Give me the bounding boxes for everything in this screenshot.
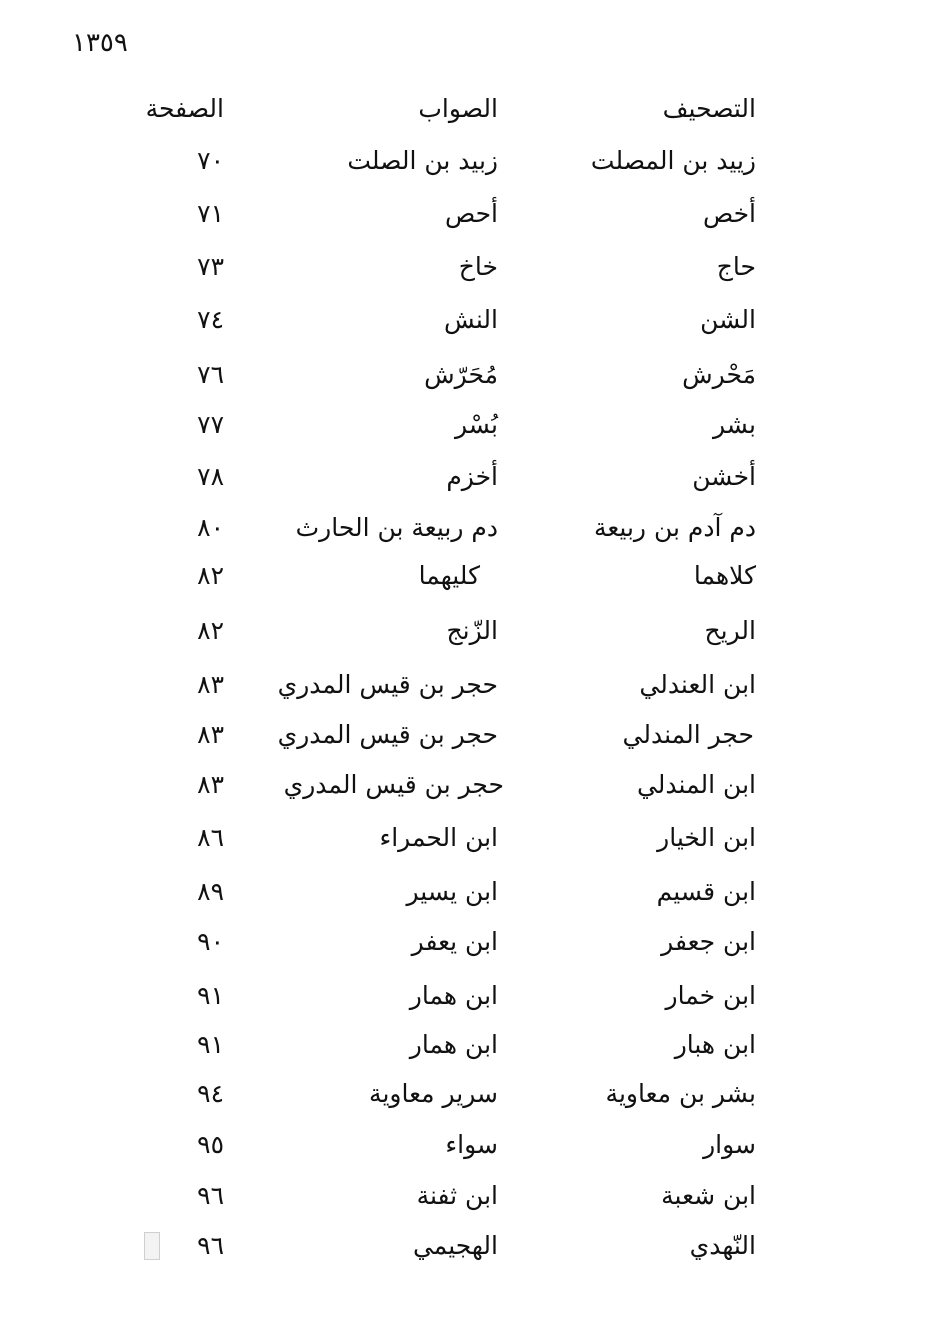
row-sawab: ابن الحمراء [379,823,498,852]
row-tashif: أخص [702,199,756,228]
row-page: ٨٦ [197,823,224,852]
row-tashif: ابن الخيار [657,823,756,852]
row-sawab: سرير معاوية [369,1079,498,1108]
row-sawab: بُسْر [454,410,498,439]
row-page: ٧٣ [197,252,224,281]
row-tashif: كلاهما [693,561,756,590]
row-sawab: أخزم [446,462,498,491]
row-page: ٧١ [197,199,224,228]
row-tashif: ابن العندلي [639,670,756,699]
row-page: ٩٥ [197,1130,224,1159]
row-tashif: سوار [703,1130,756,1159]
row-tashif: مَحْرش [682,360,756,389]
row-sawab: ابن يعفر [411,927,498,956]
row-page: ٨٢ [197,561,224,590]
row-sawab: دم ربيعة بن الحارث [295,513,498,542]
row-page: ٩٦ [197,1231,224,1260]
row-page: ٧٤ [197,305,224,334]
row-page: ٨٠ [197,513,224,542]
row-page: ٧٨ [197,462,224,491]
row-tashif: زييد بن المصلت [590,146,756,175]
row-sawab: الهجيمي [412,1231,498,1260]
row-tashif: ابن هبار [674,1030,756,1059]
row-tashif: حجر المندلي [622,720,754,749]
row-sawab: خاخ [458,252,498,281]
row-tashif: الريح [704,616,756,645]
row-page: ٩١ [197,1030,224,1059]
row-tashif: الشن [700,305,756,334]
row-page: ٨٩ [197,877,224,906]
row-sawab: حجر بن قيس المدري [283,770,504,799]
row-tashif: ابن المندلي [636,770,756,799]
row-sawab: أحص [444,199,498,228]
row-page: ٨٣ [197,770,224,799]
row-tashif: أخشن [692,462,756,491]
header-safha: الصفحة [145,94,224,123]
header-tashif: التصحيف [662,94,756,123]
row-page: ٨٣ [197,720,224,749]
row-tashif: حاج [716,252,756,281]
header-sawab: الصواب [418,94,498,123]
row-sawab: النش [444,305,498,334]
row-page: ٩٠ [197,927,224,956]
row-tashif: بشر [712,410,756,439]
row-sawab: الزّنج [446,616,498,645]
row-sawab: حجر بن قيس المدري [277,720,498,749]
row-page: ٧٠ [197,146,224,175]
row-sawab: ابن يسير [406,877,498,906]
row-sawab: مُحَرّش [424,360,498,389]
row-tashif: ابن خمار [665,981,756,1010]
row-sawab: ابن همار [409,1030,498,1059]
row-page: ٨٣ [197,670,224,699]
page-number: ١٣٥٩ [72,28,128,58]
scan-smudge [144,1232,160,1260]
row-page: ٧٧ [197,410,224,439]
row-tashif: دم آدم بن ربيعة [593,513,756,542]
row-page: ٨٢ [197,616,224,645]
row-tashif: ابن جعفر [661,927,756,956]
row-sawab: ابن ثفنة [416,1181,498,1210]
row-sawab: كليهما [418,561,480,590]
row-page: ٩٦ [197,1181,224,1210]
row-sawab: سواء [445,1130,498,1159]
row-tashif: بشر بن معاوية [605,1079,756,1108]
row-tashif: ابن قسيم [656,877,756,906]
row-page: ٩١ [197,981,224,1010]
row-sawab: زبيد بن الصلت [347,146,498,175]
row-page: ٩٤ [197,1079,224,1108]
row-page: ٧٦ [197,360,224,389]
row-tashif: النّهدي [689,1231,756,1260]
row-tashif: ابن شعبة [661,1181,756,1210]
row-sawab: حجر بن قيس المدري [277,670,498,699]
row-sawab: ابن همار [409,981,498,1010]
